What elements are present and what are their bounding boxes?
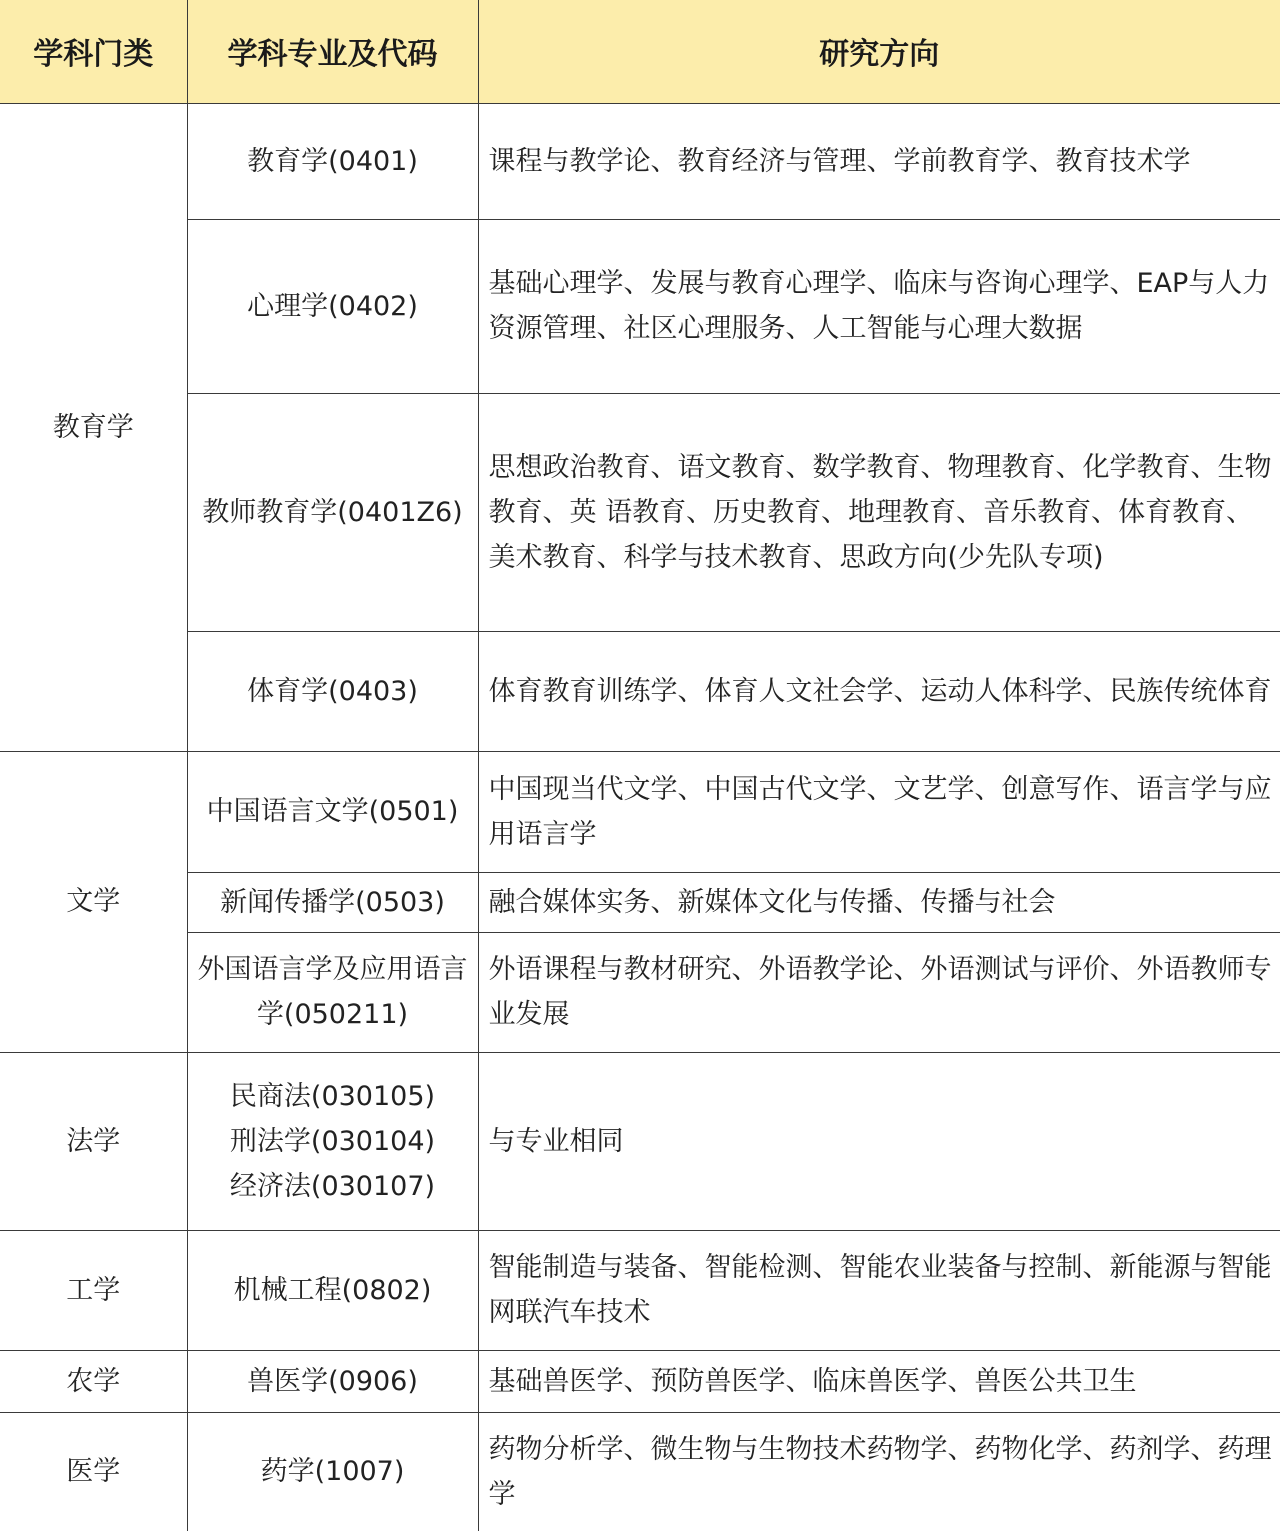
table-row	[0, 1350, 1280, 1412]
major-cell: 中国语言文学(0501)	[187, 751, 478, 872]
header-major: 学科专业及代码	[187, 0, 478, 103]
table-row	[0, 751, 1280, 872]
major-cell: 药学(1007)	[187, 1412, 478, 1531]
direction-cell: 体育教育训练学、体育人文社会学、运动人体科学、民族传统体育	[478, 631, 1280, 751]
direction-cell: 课程与教学论、教育经济与管理、学前教育学、教育技术学	[478, 103, 1280, 219]
direction-cell: 药物分析学、微生物与生物技术药物学、药物化学、药剂学、药理学	[478, 1412, 1280, 1531]
header-direction: 研究方向	[478, 0, 1280, 103]
header-category: 学科门类	[0, 0, 187, 103]
direction-cell: 基础兽医学、预防兽医学、临床兽医学、兽医公共卫生	[478, 1350, 1280, 1412]
major-cell: 机械工程(0802)	[187, 1230, 478, 1350]
table-row	[0, 1230, 1280, 1350]
major-cell: 兽医学(0906)	[187, 1350, 478, 1412]
category-cell: 工学	[0, 1230, 187, 1350]
direction-cell: 思想政治教育、语文教育、数学教育、物理教育、化学教育、生物教育、英 语教育、历史教育、地理教育、音乐教育、体育教育、美术教育、科学与技术教育、思政方向(少先队专项)	[478, 393, 1280, 631]
major-line: 经济法(030107)	[229, 1170, 436, 1202]
table-row	[0, 872, 1280, 932]
direction-cell: 基础心理学、发展与教育心理学、临床与咨询心理学、EAP与人力资源管理、社区心理服务、人工智能与心理大数据	[478, 219, 1280, 393]
direction-cell: 智能制造与装备、智能检测、智能农业装备与控制、新能源与智能网联汽车技术	[478, 1230, 1280, 1350]
major-line: 刑法学(030104)	[229, 1125, 436, 1157]
table-row	[0, 103, 1280, 219]
category-cell: 法学	[0, 1052, 187, 1230]
table-row	[0, 1052, 1280, 1230]
table-row	[0, 932, 1280, 1052]
direction-cell: 与专业相同	[478, 1052, 1280, 1230]
major-cell: 教育学(0401)	[187, 103, 478, 219]
major-cell: 教师教育学(0401Z6)	[187, 393, 478, 631]
category-cell: 教育学	[0, 103, 187, 751]
major-cell: 体育学(0403)	[187, 631, 478, 751]
table-row	[0, 393, 1280, 631]
major-line: 民商法(030105)	[229, 1080, 436, 1112]
major-cell: 外国语言学及应用语言学(050211)	[187, 932, 478, 1052]
table-row	[0, 1412, 1280, 1531]
category-cell: 医学	[0, 1412, 187, 1531]
direction-cell: 融合媒体实务、新媒体文化与传播、传播与社会	[478, 872, 1280, 932]
major-cell: 心理学(0402)	[187, 219, 478, 393]
major-cell	[187, 1052, 478, 1230]
table-row	[0, 219, 1280, 393]
major-cell: 新闻传播学(0503)	[187, 872, 478, 932]
direction-cell: 外语课程与教材研究、外语教学论、外语测试与评价、外语教师专业发展	[478, 932, 1280, 1052]
category-cell: 农学	[0, 1350, 187, 1412]
category-cell: 文学	[0, 751, 187, 1052]
direction-cell: 中国现当代文学、中国古代文学、文艺学、创意写作、语言学与应用语言学	[478, 751, 1280, 872]
header-row	[0, 0, 1280, 103]
table-row	[0, 631, 1280, 751]
